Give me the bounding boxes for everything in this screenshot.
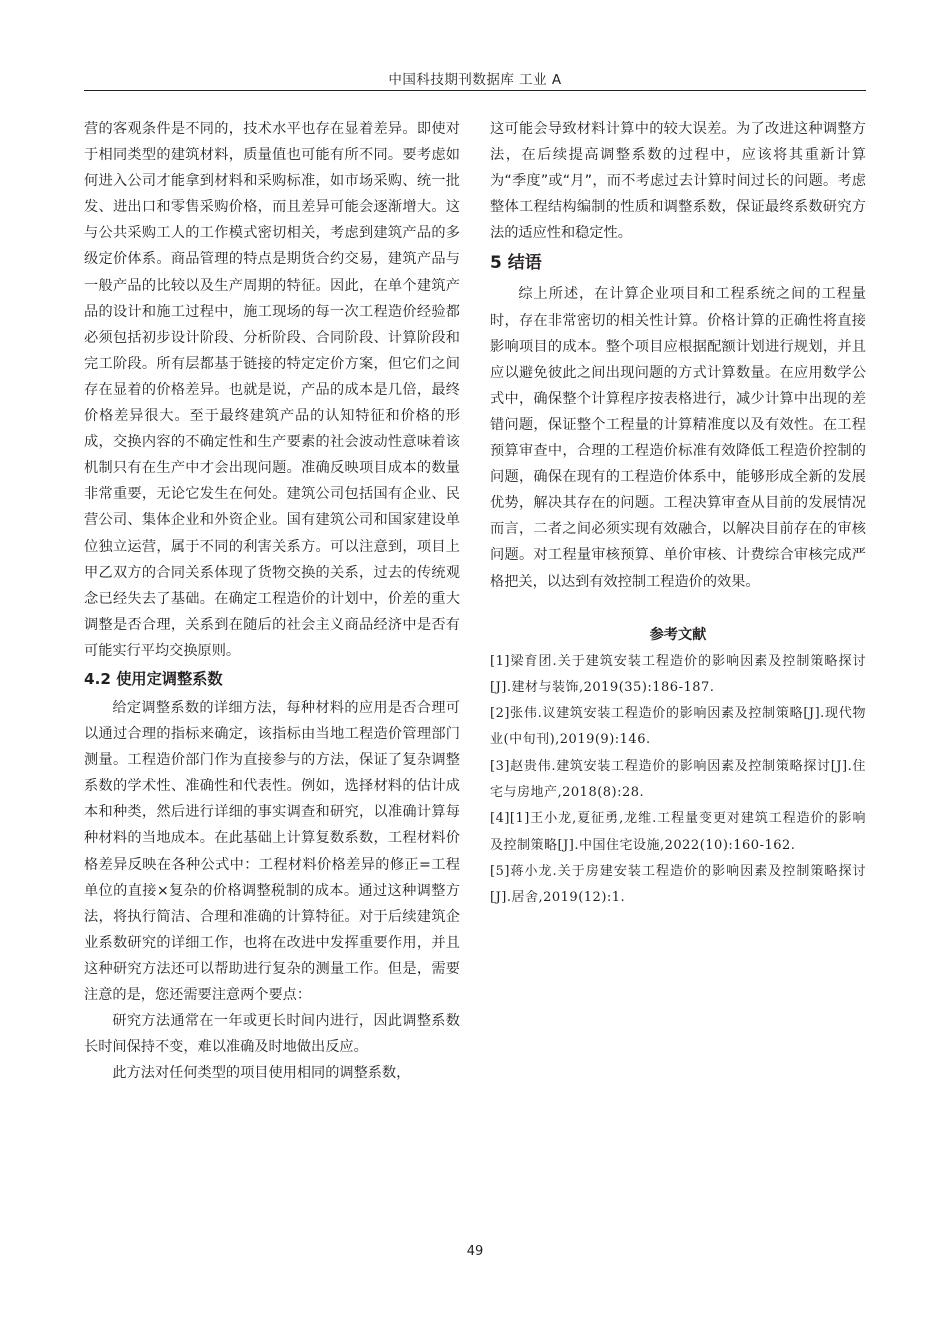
running-header: 中国科技期刊数据库 工业 A — [388, 72, 562, 88]
conclusion-paragraph: 综上所述，在计算企业项目和工程系统之间的工程量时，存在非常密切的相关性计算。价格计算的正确性将直接影响项目的成本。整个项目应根据配额计划进行规划，并且应以避免彼此之间出现问题的方式计算数量。在应用数学公式中，确保整个计算程序按表格进行，减少计算中出现的差错问题，保证整个工程量的计算精准度以及有效性。在工程预算审查中，合理的工程造价标准有效降低工程造价控制的问题，确保在现有的工程造价体系中，能够形成全新的发展优势，解决其存在的问题。工程决算审查从目前的发展情况而言，二者之间必须实现有效融合，以解决目前存在的审核问题。对工程量审核预算、单价审核、计费综合审核完成严格把关，以达到有效控制工程造价的效果。 — [490, 286, 866, 590]
left-column — [84, 116, 460, 1086]
section-heading-4-2: 4.2 使用定调整系数 — [84, 669, 223, 688]
page-number: 49 — [466, 1244, 484, 1259]
left-paragraph-4: 此方法对任何类型的项目使用相同的调整系数， — [112, 1065, 411, 1082]
left-paragraph-3: 研究方法通常在一年或更长时间内进行，因此调整系数长时间保持不变，难以准确及时地做出反应。 — [84, 1013, 460, 1056]
reference-item: [5]蒋小龙.关于房建安装工程造价的影响因素及控制策略探讨[J].居舍,2019(12):1. — [490, 863, 866, 906]
right-column — [490, 116, 866, 912]
reference-item: [2]张伟.议建筑安装工程造价的影响因素及控制策略[J].现代物业(中旬刊),2019(9):146. — [490, 706, 866, 748]
left-paragraph-1: 营的客观条件是不同的，技术水平也存在显着差异。即使对于相同类型的建筑材料，质量值也可能有所不同。要考虑如何进入公司才能拿到材料和采购标准，如市场采购、统一批发、进出口和零售采购价格，而且差异可能会逐渐增大。这与公共采购工人的工作模式密切相关，考虑到建筑产品的多级定价体系。商品管理的特点是期货合约交易，建筑产品与一般产品的比较以及生产周期的特征。因此，在单个建筑产品的设计和施工过程中，施工现场的每一次工程造价经验都必须包括初步设计阶段、分析阶段、合同阶段、计算阶段和完工阶段。所有层都基于链接的特定定价方案，但它们之间存在显着的价格差异。也就是说，产品的成本是几倍，最终价格差异很大。至于最终建筑产品的认知特征和价格的形成，交换内容的不确定性和生产要素的社会波动性意味着该机制只有在生产中才会出现问题。准确反映项目成本的数量非常重要，无论它发生在何处。建筑公司包括国有企业、民营公司、集体企业和外资企业。国有建筑公司和国家建设单位独立运营，属于不同的利害关系方。可以注意到，项目上甲乙双方的合同关系体现了货物交换的关系，过去的传统观念已经失去了基础。在确定工程造价的计划中，价差的重大调整是否合理，关系到在随后的社会主义商品经济中是否有可能实行平均交换原则。 — [84, 121, 460, 659]
header-rule — [84, 90, 866, 91]
reference-item: [4][1]王小龙,夏征勇,龙维.工程量变更对建筑工程造价的影响及控制策略[J].中国住宅设施,2022(10):160-162. — [490, 811, 866, 853]
reference-item: [1]梁育团.关于建筑安装工程造价的影响因素及控制策略探讨[J].建材与装饰,2019(35):186-187. — [490, 653, 866, 695]
section-heading-5: 5 结语 — [490, 253, 542, 274]
references-list — [490, 649, 866, 912]
right-paragraph-1: 这可能会导致材料计算中的较大误差。为了改进这种调整方法，在后续提高调整系数的过程中，应该将其重新计算为“季度”或“月”，而不考虑过去计算时间过长的问题。考虑整体工程结构编制的性质和调整系数，保证最终系数研究方法的适应性和稳定性。 — [490, 121, 866, 242]
left-paragraph-2: 给定调整系数的详细方法，每种材料的应用是否合理可以通过合理的指标来确定，该指标由当地工程造价管理部门测量。工程造价部门作为直接参与的方法，保证了复杂调整系数的学术性、准确性和代表性。例如，选择材料的估计成本和种类，然后进行详细的事实调查和研究，以准确计算每种材料的当地成本。在此基础上计算复数系数，工程材料价格差异反映在各种公式中：工程材料价格差异的修正=工程单位的直接×复杂的价格调整税制的成本。通过这种调整方法，将执行简洁、合理和准确的计算特征。对于后续建筑企业系数研究的详细工作，也将在改进中发挥重要作用，并且这种研究方法还可以帮助进行复杂的测量工作。但是，需要注意的是，您还需要注意两个要点： — [84, 699, 460, 1003]
references-title: 参考文献 — [649, 626, 707, 643]
reference-item: [3]赵贵伟.建筑安装工程造价的影响因素及控制策略探讨[J].住宅与房地产,2018(8):28. — [490, 758, 866, 801]
